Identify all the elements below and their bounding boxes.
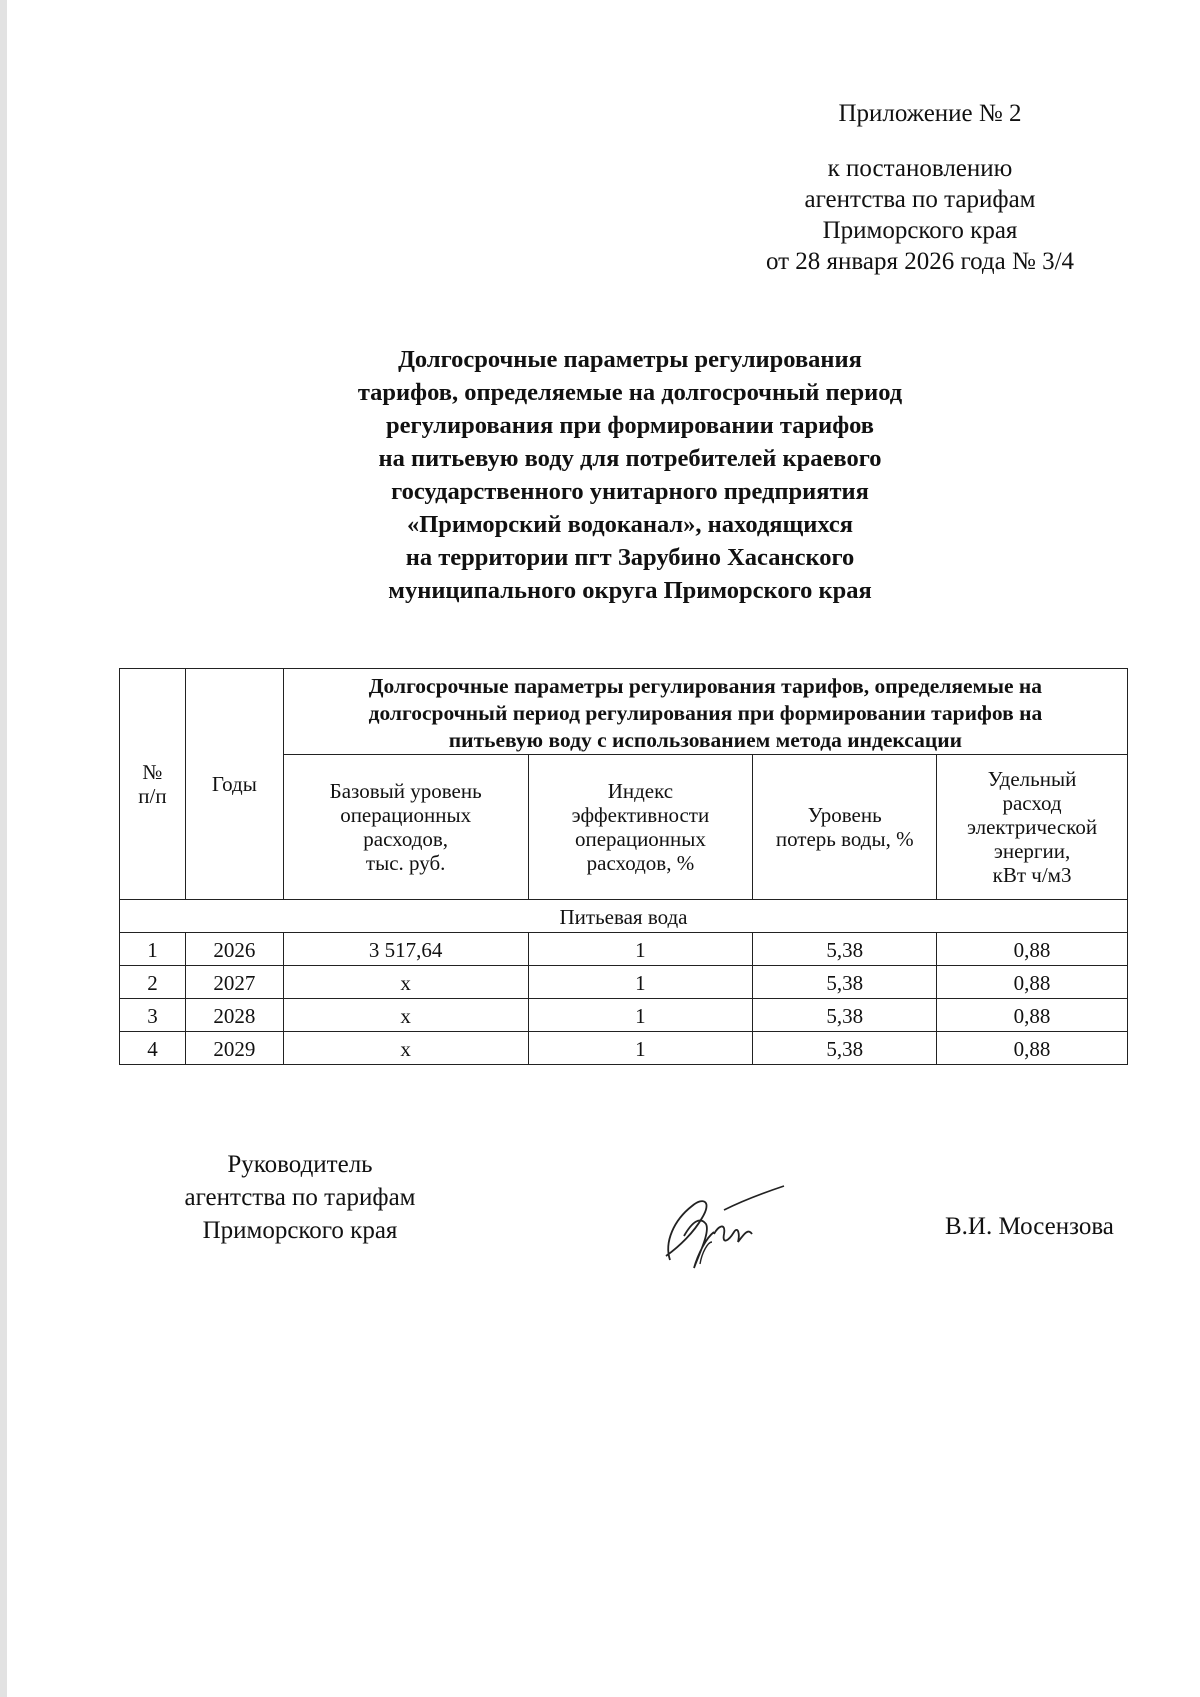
cell-number: 4	[120, 1032, 186, 1065]
title-line: тарифов, определяемые на долгосрочный период	[357, 379, 903, 406]
table-row	[120, 1032, 1128, 1065]
header-efficiency-index: Индекс эффективности операционных расходов, %	[528, 755, 753, 900]
title-line: Долгосрочные параметры регулирования	[398, 346, 862, 373]
position-line: агентства по тарифам	[184, 1184, 416, 1211]
title-line: на питьевую воду для потребителей краевого	[378, 445, 882, 472]
cell-efficiency-index: 1	[528, 933, 753, 966]
cell-year: 2029	[185, 1032, 283, 1065]
cell-base-opex: х	[283, 1032, 528, 1065]
cell-number: 1	[120, 933, 186, 966]
appendix-number: Приложение № 2	[838, 100, 1022, 127]
title-line: «Приморский водоканал», находящихся	[406, 511, 854, 538]
position-line: Приморского края	[202, 1217, 398, 1244]
cell-base-opex: х	[283, 999, 528, 1032]
table-row	[120, 933, 1128, 966]
cell-water-loss: 5,38	[753, 933, 937, 966]
cell-energy: 0,88	[937, 933, 1128, 966]
header-energy-consumption: Удельный расход электрической энергии, кВт ч/м3	[937, 755, 1128, 900]
scan-edge	[0, 0, 7, 1697]
header-base-opex: Базовый уровень операционных расходов, тыс. руб.	[283, 755, 528, 900]
table-row	[120, 966, 1128, 999]
position-line: Руководитель	[227, 1151, 373, 1178]
table-header-row	[120, 669, 1128, 755]
title-line: регулирования при формировании тарифов	[385, 412, 875, 439]
cell-energy: 0,88	[937, 966, 1128, 999]
cell-efficiency-index: 1	[528, 1032, 753, 1065]
appendix-block	[700, 98, 1140, 277]
header-water-loss: Уровень потерь воды, %	[753, 755, 937, 900]
appendix-line: от 28 января 2026 года № 3/4	[765, 248, 1075, 275]
parameters-table	[119, 668, 1128, 1065]
cell-year: 2027	[185, 966, 283, 999]
appendix-line: к постановлению	[827, 155, 1013, 182]
appendix-line: Приморского края	[822, 217, 1018, 244]
document-title	[300, 343, 960, 607]
cell-base-opex: х	[283, 966, 528, 999]
cell-water-loss: 5,38	[753, 1032, 937, 1065]
cell-year: 2026	[185, 933, 283, 966]
cell-efficiency-index: 1	[528, 999, 753, 1032]
header-number: № п/п	[120, 669, 186, 900]
title-line: муниципального округа Приморского края	[388, 577, 872, 604]
table-section-row	[120, 900, 1128, 933]
section-label: Питьевая вода	[120, 900, 1128, 933]
cell-water-loss: 5,38	[753, 999, 937, 1032]
appendix-line: агентства по тарифам	[804, 186, 1036, 213]
cell-efficiency-index: 1	[528, 966, 753, 999]
cell-number: 3	[120, 999, 186, 1032]
header-years: Годы	[185, 669, 283, 900]
cell-year: 2028	[185, 999, 283, 1032]
cell-energy: 0,88	[937, 999, 1128, 1032]
handwritten-signature	[640, 1172, 790, 1282]
title-line: на территории пгт Зарубино Хасанского	[405, 544, 855, 571]
cell-number: 2	[120, 966, 186, 999]
cell-energy: 0,88	[937, 1032, 1128, 1065]
table-row	[120, 999, 1128, 1032]
cell-base-opex: 3 517,64	[283, 933, 528, 966]
header-group: Долгосрочные параметры регулирования тарифов, определяемые на долгосрочный период регулирования при формировании тарифов на питьевую воду с использованием метода индексации	[283, 669, 1127, 755]
title-line: государственного унитарного предприятия	[391, 478, 869, 505]
signatory-position	[150, 1148, 450, 1247]
cell-water-loss: 5,38	[753, 966, 937, 999]
signatory-name: В.И. Мосензова	[945, 1213, 1114, 1240]
